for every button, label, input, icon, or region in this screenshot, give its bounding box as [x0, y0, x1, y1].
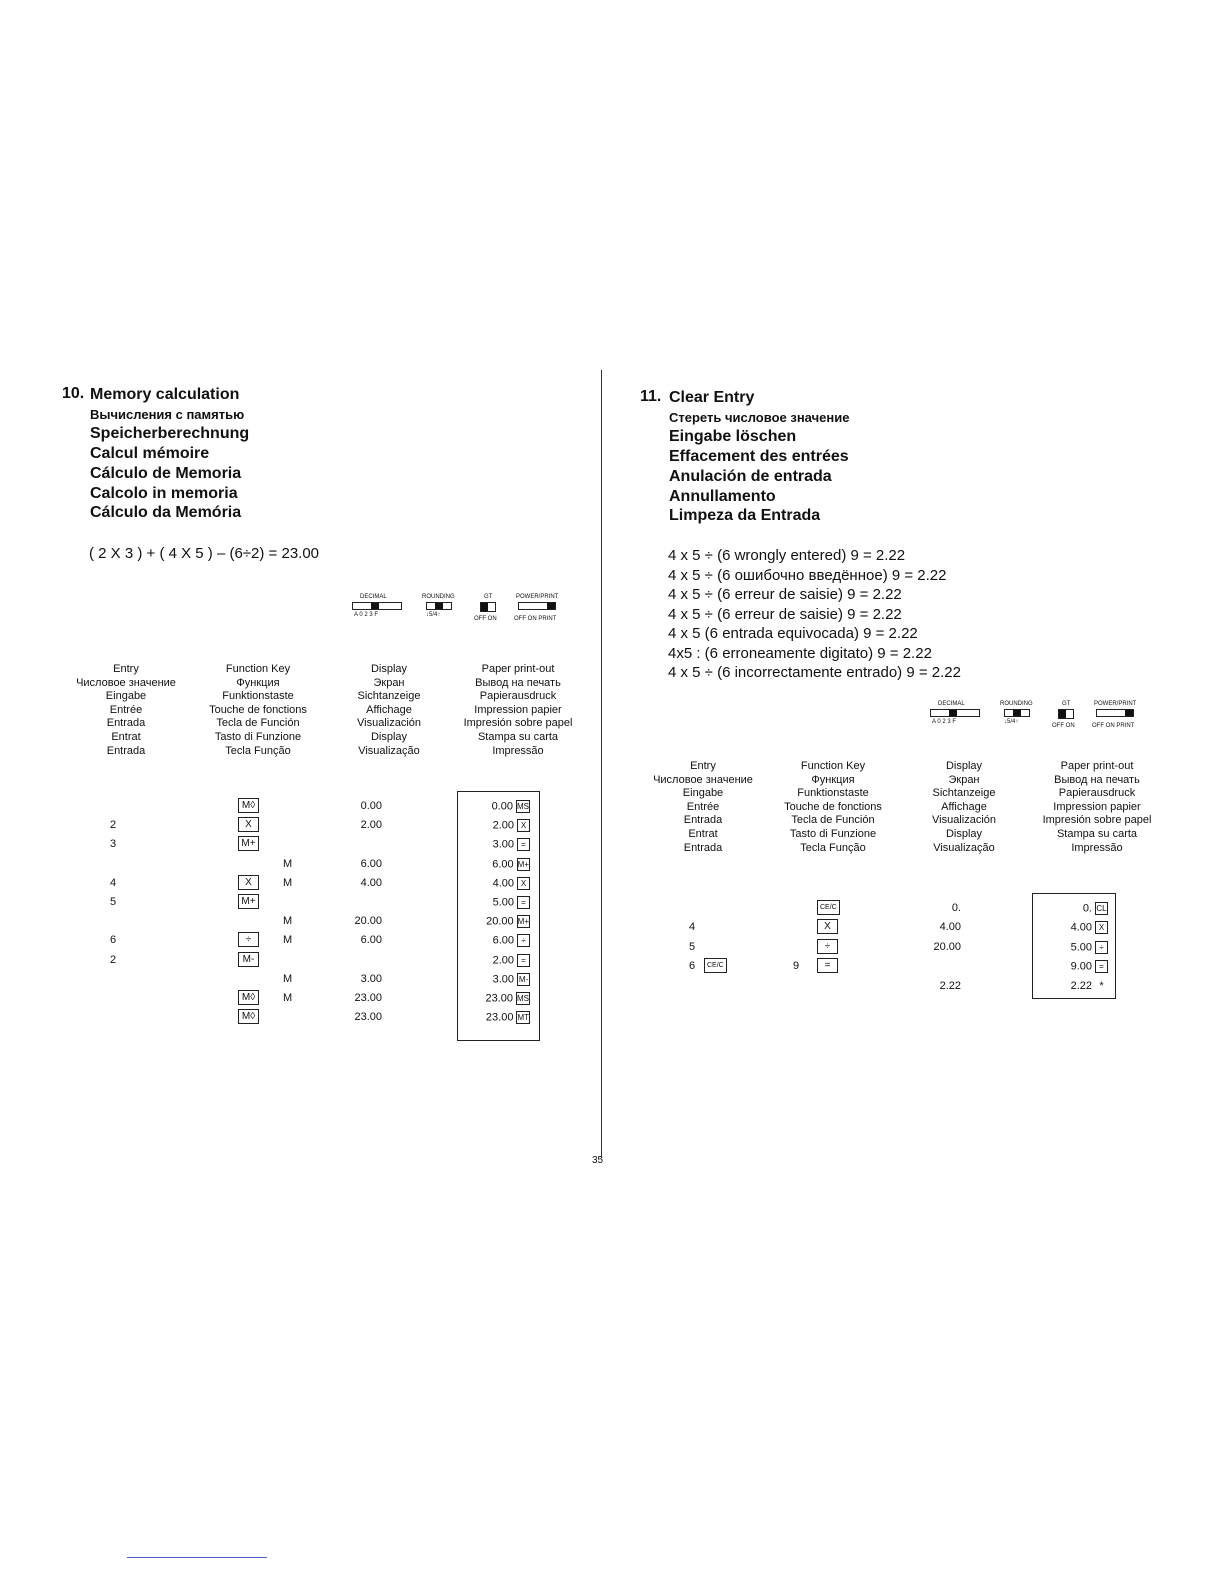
rounding-label: ROUNDING	[422, 594, 455, 600]
paper-value: 6.00	[492, 858, 514, 870]
paper-symbol: X	[1095, 921, 1108, 934]
display-value: 20.00	[354, 915, 382, 928]
paper-symbol: =	[1095, 960, 1108, 973]
right-switch-panel	[928, 701, 1158, 737]
entry-value: 2	[110, 953, 117, 966]
right-header-paper: Paper print-out Вывод на печать Papierausdruck Impression papier Impresión sobre papel Stampa su carta Impressão	[1042, 760, 1152, 854]
entry-value: 9	[793, 960, 800, 973]
display-value: 4.00	[939, 921, 961, 934]
paper-symbol: *	[1099, 979, 1104, 992]
title-de: Eingabe löschen	[669, 428, 797, 446]
decimal-label: DECIMAL	[938, 701, 965, 707]
paper-line	[1038, 921, 1108, 934]
function-key: ÷	[238, 932, 259, 947]
paper-line	[1038, 960, 1108, 973]
entry-value: 6	[110, 934, 117, 947]
function-key: M+	[238, 836, 259, 851]
page-number: 35	[592, 1155, 604, 1166]
function-key: M+	[238, 894, 259, 909]
rounding-label: ROUNDING	[1000, 701, 1033, 707]
paper-symbol: MS	[517, 802, 529, 811]
page-divider	[601, 370, 602, 1158]
paper-line	[462, 1011, 530, 1024]
paper-line	[1038, 902, 1108, 915]
rounding-switch	[1004, 709, 1030, 717]
function-key: =	[817, 958, 838, 973]
paper-value: 5.00	[492, 896, 514, 909]
right-example-lines: 4 x 5 ÷ (6 wrongly entered) 9 = 2.22 4 x 5 ÷ (6 ошибочно введённое) 9 = 2.22 4 x 5 ÷ (6 erreur de saisie) 9 = 2.22 4 x 5 ÷ (6 erreur de saisie) 9 = 2.22 4 x 5 (6 entrada equivocada) 9 = 2.22 4x5 : (6 erroneamente digitato) 9 = 2.22 4 x 5 ÷ (6 incorrectamente entrado) 9 = 2.22	[668, 547, 961, 681]
paper-value: 9.00	[1070, 960, 1092, 973]
function-key: M◊	[238, 1009, 259, 1024]
title-it: Annullamento	[669, 487, 776, 505]
paper-value: 23.00	[485, 1011, 514, 1024]
memory-indicator: M	[283, 876, 293, 889]
paper-symbol: X	[517, 819, 530, 832]
title-es: Anulación de entrada	[669, 467, 832, 485]
decimal-marks: A 0 2 3 F	[354, 612, 379, 618]
memory-indicator: M	[283, 992, 293, 1004]
paper-symbol: X	[517, 877, 530, 890]
left-titles	[90, 385, 249, 523]
paper-value: 2.22	[1070, 979, 1092, 992]
paper-symbol: M+	[517, 859, 529, 869]
display-value: 0.	[951, 902, 961, 914]
rounding-marks: ↓5/4↑	[1004, 719, 1019, 725]
title-it: Calcolo in memoria	[90, 484, 238, 502]
paper-value: 4.00	[1070, 921, 1092, 934]
display-value: 0.00	[360, 800, 382, 812]
title-de: Speicherberechnung	[90, 425, 250, 443]
function-key: CE/C	[817, 900, 840, 915]
gt-label: GT	[1062, 701, 1071, 707]
function-key: ÷	[817, 939, 838, 954]
gt-label: GT	[484, 594, 493, 600]
memory-indicator: M	[283, 972, 293, 985]
gt-marks: OFF ON	[474, 616, 497, 622]
memory-indicator: M	[283, 857, 293, 870]
title-fr: Calcul mémoire	[90, 445, 210, 463]
power-switch	[518, 602, 556, 610]
paper-line	[462, 934, 530, 947]
entry-value: 5	[110, 896, 117, 908]
function-key: X	[817, 919, 838, 934]
paper-line	[462, 838, 530, 851]
memory-indicator: M	[283, 915, 293, 928]
paper-line	[462, 973, 530, 986]
right-header-entry: Entry Числовое значение Eingabe Entrée Entrada Entrat Entrada	[653, 760, 753, 854]
left-switch-panel	[350, 594, 580, 630]
display-value: 23.00	[354, 992, 382, 1004]
entry-value: 4	[110, 876, 117, 889]
function-key: M◊	[238, 798, 259, 813]
paper-line	[462, 915, 530, 928]
paper-symbol: M+	[517, 917, 529, 927]
power-switch	[1096, 709, 1134, 717]
power-marks: OFF ON PRINT	[1092, 723, 1135, 729]
gt-switch	[1058, 709, 1074, 719]
section-number-11: 11.	[640, 388, 662, 405]
entry-value: 5	[689, 940, 696, 953]
paper-symbol: ÷	[517, 934, 530, 947]
entry-value: 2	[110, 819, 117, 832]
function-key: X	[238, 817, 259, 832]
left-header-display: Display Экран Sichtanzeige Affichage Visualización Display Visualização	[356, 663, 422, 757]
paper-line	[462, 819, 530, 832]
left-header-entry: Entry Числовое значение Eingabe Entrée Entrada Entrat Entrada	[76, 663, 176, 757]
paper-line	[462, 800, 530, 813]
paper-line	[462, 877, 530, 890]
paper-value: 0.00	[491, 800, 513, 813]
title-ru: Вычисления с памятью	[90, 406, 245, 422]
title-pt: Limpeza da Entrada	[669, 507, 821, 525]
paper-value: 20.00	[486, 915, 514, 928]
memory-indicator: M	[283, 934, 293, 947]
paper-value: 23.00	[485, 992, 513, 1005]
title-pt: Cálculo da Memória	[90, 504, 242, 522]
left-formula: ( 2 X 3 ) + ( 4 X 5 ) – (6÷2) = 23.00	[89, 545, 320, 562]
section-number-10: 10.	[62, 385, 85, 402]
decimal-label: DECIMAL	[360, 594, 387, 600]
paper-symbol: =	[517, 954, 530, 967]
paper-value: 5.00	[1070, 941, 1092, 954]
paper-symbol: MS	[517, 994, 529, 1003]
display-value: 2.00	[360, 819, 382, 832]
display-value: 3.00	[360, 972, 382, 985]
paper-value: 2.00	[492, 819, 514, 832]
display-value: 6.00	[360, 934, 382, 947]
paper-line	[462, 858, 530, 871]
paper-line	[462, 896, 530, 909]
title-ru: Стереть числовое значение	[669, 409, 850, 425]
rounding-switch	[426, 602, 452, 610]
function-key: X	[238, 875, 259, 890]
paper-symbol: ÷	[1095, 941, 1108, 954]
power-marks: OFF ON PRINT	[514, 616, 557, 622]
paper-value: 2.00	[492, 954, 514, 966]
entry-key: CE/C	[704, 958, 727, 973]
paper-value: 6.00	[492, 934, 514, 947]
function-key: M-	[238, 952, 259, 967]
display-value: 4.00	[360, 876, 382, 889]
decimal-switch	[352, 602, 402, 610]
display-value: 23.00	[354, 1011, 382, 1024]
paper-value: 3.00	[492, 838, 514, 851]
paper-symbol: CL	[1096, 904, 1107, 913]
power-label: POWER/PRINT	[516, 594, 559, 600]
left-header-function: Function Key Функция Funktionstaste Touche de fonctions Tecla de Función Tasto di Funzione Tecla Função	[209, 663, 307, 757]
power-label: POWER/PRINT	[1094, 701, 1137, 707]
entry-value: 6	[689, 960, 696, 973]
display-value: 20.00	[933, 940, 961, 953]
title-en: Memory calculation	[90, 386, 240, 403]
decimal-marks: A 0 2 3 F	[932, 719, 957, 725]
display-value: 6.00	[360, 857, 382, 870]
right-header-display: Display Экран Sichtanzeige Affichage Visualización Display Visualização	[931, 760, 997, 854]
paper-symbol: M-	[518, 974, 529, 984]
gt-switch	[480, 602, 496, 612]
paper-symbol: =	[517, 896, 530, 909]
gt-marks: OFF ON	[1052, 723, 1075, 729]
paper-line	[1038, 980, 1108, 992]
right-titles	[669, 388, 849, 526]
display-value: 2.22	[939, 979, 961, 992]
paper-value: 3.00	[492, 973, 514, 986]
decimal-switch	[930, 709, 980, 717]
paper-symbol: =	[517, 838, 530, 851]
entry-value: 4	[689, 921, 696, 934]
function-key: M◊	[238, 990, 259, 1005]
paper-symbol: MT	[517, 1013, 529, 1023]
paper-line	[462, 954, 530, 967]
right-header-function: Function Key Функция Funktionstaste Touche de fonctions Tecla de Función Tasto di Funzione Tecla Função	[784, 760, 882, 854]
title-fr: Effacement des entrées	[669, 448, 849, 466]
title-es: Cálculo de Memoria	[90, 464, 242, 482]
title-en: Clear Entry	[669, 389, 755, 406]
left-header-paper: Paper print-out Вывод на печать Papierausdruck Impression papier Impresión sobre papel Stampa su carta Impressão	[463, 663, 573, 757]
entry-value: 3	[110, 838, 117, 851]
paper-line	[462, 992, 530, 1005]
rounding-marks: ↓5/4↑	[426, 612, 441, 618]
paper-line	[1038, 941, 1108, 954]
footer-line	[127, 1557, 267, 1558]
paper-value: 4.00	[492, 877, 514, 890]
paper-value: 0.	[1082, 902, 1092, 915]
